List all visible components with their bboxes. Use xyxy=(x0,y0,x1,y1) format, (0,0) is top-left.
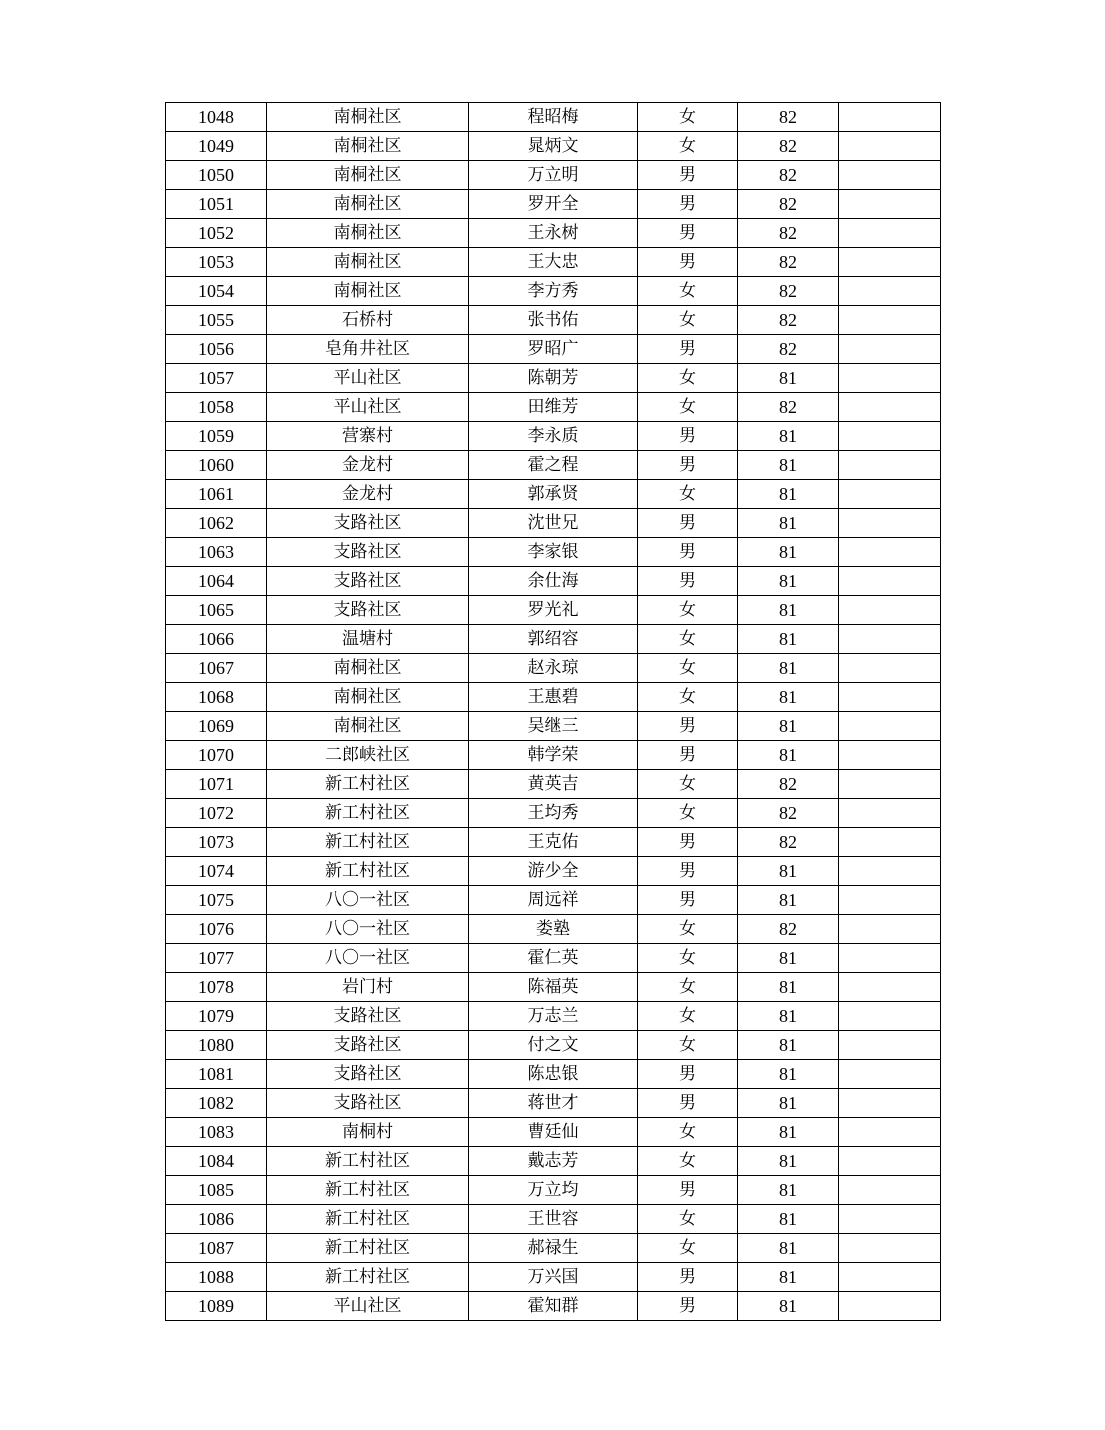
cell-community: 八〇一社区 xyxy=(267,915,469,944)
cell-note xyxy=(839,770,941,799)
cell-note xyxy=(839,886,941,915)
cell-gender: 女 xyxy=(638,277,738,306)
cell-note xyxy=(839,132,941,161)
cell-age: 81 xyxy=(738,1089,839,1118)
cell-age: 81 xyxy=(738,1234,839,1263)
cell-community: 八〇一社区 xyxy=(267,886,469,915)
table-row xyxy=(166,828,941,857)
cell-id: 1061 xyxy=(166,480,267,509)
cell-age: 82 xyxy=(738,335,839,364)
cell-name: 黄英吉 xyxy=(469,770,638,799)
cell-name: 罗昭广 xyxy=(469,335,638,364)
table-row xyxy=(166,393,941,422)
cell-id: 1053 xyxy=(166,248,267,277)
cell-id: 1085 xyxy=(166,1176,267,1205)
cell-id: 1052 xyxy=(166,219,267,248)
cell-id: 1060 xyxy=(166,451,267,480)
cell-age: 81 xyxy=(738,422,839,451)
cell-id: 1072 xyxy=(166,799,267,828)
cell-note xyxy=(839,335,941,364)
cell-community: 南桐社区 xyxy=(267,219,469,248)
cell-name: 王惠碧 xyxy=(469,683,638,712)
cell-note xyxy=(839,654,941,683)
cell-id: 1071 xyxy=(166,770,267,799)
cell-name: 王大忠 xyxy=(469,248,638,277)
cell-id: 1063 xyxy=(166,538,267,567)
cell-age: 81 xyxy=(738,1176,839,1205)
cell-gender: 男 xyxy=(638,886,738,915)
cell-id: 1062 xyxy=(166,509,267,538)
cell-gender: 男 xyxy=(638,1089,738,1118)
cell-note xyxy=(839,857,941,886)
cell-gender: 男 xyxy=(638,161,738,190)
cell-age: 81 xyxy=(738,1147,839,1176)
cell-age: 81 xyxy=(738,509,839,538)
table-row xyxy=(166,335,941,364)
cell-age: 81 xyxy=(738,596,839,625)
cell-community: 新工村社区 xyxy=(267,857,469,886)
cell-community: 新工村社区 xyxy=(267,770,469,799)
cell-note xyxy=(839,248,941,277)
cell-age: 82 xyxy=(738,915,839,944)
cell-gender: 男 xyxy=(638,219,738,248)
roster-table xyxy=(165,102,941,1321)
cell-age: 82 xyxy=(738,161,839,190)
cell-gender: 女 xyxy=(638,1147,738,1176)
cell-id: 1086 xyxy=(166,1205,267,1234)
cell-note xyxy=(839,1234,941,1263)
table-row xyxy=(166,857,941,886)
cell-note xyxy=(839,306,941,335)
cell-note xyxy=(839,1031,941,1060)
cell-name: 霍之程 xyxy=(469,451,638,480)
cell-gender: 女 xyxy=(638,944,738,973)
table-row xyxy=(166,1263,941,1292)
cell-gender: 女 xyxy=(638,654,738,683)
cell-note xyxy=(839,1205,941,1234)
cell-note xyxy=(839,1089,941,1118)
cell-gender: 女 xyxy=(638,103,738,132)
table-row xyxy=(166,364,941,393)
cell-age: 81 xyxy=(738,886,839,915)
cell-community: 皂角井社区 xyxy=(267,335,469,364)
cell-id: 1079 xyxy=(166,1002,267,1031)
cell-note xyxy=(839,480,941,509)
cell-age: 82 xyxy=(738,770,839,799)
cell-gender: 女 xyxy=(638,973,738,1002)
cell-age: 81 xyxy=(738,364,839,393)
cell-gender: 女 xyxy=(638,1234,738,1263)
cell-note xyxy=(839,1292,941,1321)
cell-note xyxy=(839,1263,941,1292)
cell-gender: 男 xyxy=(638,538,738,567)
cell-age: 81 xyxy=(738,538,839,567)
cell-name: 张书佑 xyxy=(469,306,638,335)
cell-community: 南桐社区 xyxy=(267,190,469,219)
cell-name: 郭承贤 xyxy=(469,480,638,509)
cell-note xyxy=(839,625,941,654)
cell-age: 82 xyxy=(738,103,839,132)
cell-note xyxy=(839,915,941,944)
cell-gender: 男 xyxy=(638,190,738,219)
cell-gender: 男 xyxy=(638,248,738,277)
cell-gender: 男 xyxy=(638,509,738,538)
cell-name: 李方秀 xyxy=(469,277,638,306)
cell-gender: 女 xyxy=(638,364,738,393)
cell-community: 新工村社区 xyxy=(267,799,469,828)
cell-gender: 女 xyxy=(638,1031,738,1060)
table-row xyxy=(166,1176,941,1205)
cell-community: 新工村社区 xyxy=(267,1263,469,1292)
cell-age: 81 xyxy=(738,1002,839,1031)
cell-gender: 男 xyxy=(638,451,738,480)
cell-name: 吴继三 xyxy=(469,712,638,741)
cell-id: 1066 xyxy=(166,625,267,654)
cell-id: 1082 xyxy=(166,1089,267,1118)
cell-name: 晁炳文 xyxy=(469,132,638,161)
cell-age: 82 xyxy=(738,393,839,422)
cell-community: 新工村社区 xyxy=(267,1147,469,1176)
cell-id: 1056 xyxy=(166,335,267,364)
cell-note xyxy=(839,393,941,422)
cell-gender: 女 xyxy=(638,306,738,335)
table-row xyxy=(166,596,941,625)
cell-age: 81 xyxy=(738,973,839,1002)
cell-name: 余仕海 xyxy=(469,567,638,596)
cell-name: 万立明 xyxy=(469,161,638,190)
cell-id: 1067 xyxy=(166,654,267,683)
table-row xyxy=(166,886,941,915)
cell-community: 支路社区 xyxy=(267,1002,469,1031)
cell-gender: 男 xyxy=(638,1292,738,1321)
cell-id: 1073 xyxy=(166,828,267,857)
cell-community: 平山社区 xyxy=(267,393,469,422)
cell-age: 81 xyxy=(738,1060,839,1089)
cell-id: 1084 xyxy=(166,1147,267,1176)
cell-name: 王克佑 xyxy=(469,828,638,857)
cell-name: 李家银 xyxy=(469,538,638,567)
cell-age: 82 xyxy=(738,248,839,277)
table-row xyxy=(166,944,941,973)
cell-community: 平山社区 xyxy=(267,1292,469,1321)
cell-note xyxy=(839,712,941,741)
cell-gender: 男 xyxy=(638,828,738,857)
cell-note xyxy=(839,422,941,451)
cell-note xyxy=(839,567,941,596)
cell-gender: 女 xyxy=(638,915,738,944)
cell-note xyxy=(839,596,941,625)
cell-community: 南桐社区 xyxy=(267,103,469,132)
cell-community: 支路社区 xyxy=(267,1031,469,1060)
cell-gender: 女 xyxy=(638,770,738,799)
cell-gender: 女 xyxy=(638,480,738,509)
cell-gender: 女 xyxy=(638,625,738,654)
cell-note xyxy=(839,103,941,132)
table-row xyxy=(166,654,941,683)
cell-community: 金龙村 xyxy=(267,480,469,509)
cell-age: 81 xyxy=(738,1205,839,1234)
table-row xyxy=(166,219,941,248)
table-row xyxy=(166,683,941,712)
table-row xyxy=(166,1060,941,1089)
cell-name: 戴志芳 xyxy=(469,1147,638,1176)
cell-id: 1081 xyxy=(166,1060,267,1089)
cell-community: 南桐社区 xyxy=(267,683,469,712)
cell-name: 霍知群 xyxy=(469,1292,638,1321)
cell-id: 1064 xyxy=(166,567,267,596)
cell-community: 支路社区 xyxy=(267,1089,469,1118)
cell-name: 周远祥 xyxy=(469,886,638,915)
cell-gender: 男 xyxy=(638,335,738,364)
cell-community: 温塘村 xyxy=(267,625,469,654)
cell-note xyxy=(839,1002,941,1031)
cell-note xyxy=(839,828,941,857)
cell-age: 81 xyxy=(738,741,839,770)
table-row xyxy=(166,509,941,538)
cell-name: 曹廷仙 xyxy=(469,1118,638,1147)
cell-age: 82 xyxy=(738,190,839,219)
table-row xyxy=(166,248,941,277)
cell-community: 南桐村 xyxy=(267,1118,469,1147)
cell-note xyxy=(839,277,941,306)
cell-age: 81 xyxy=(738,451,839,480)
cell-id: 1051 xyxy=(166,190,267,219)
table-row xyxy=(166,915,941,944)
cell-note xyxy=(839,219,941,248)
cell-name: 王世容 xyxy=(469,1205,638,1234)
cell-note xyxy=(839,799,941,828)
table-row xyxy=(166,103,941,132)
cell-gender: 女 xyxy=(638,683,738,712)
cell-note xyxy=(839,161,941,190)
cell-name: 赵永琼 xyxy=(469,654,638,683)
cell-gender: 女 xyxy=(638,393,738,422)
cell-note xyxy=(839,741,941,770)
cell-gender: 女 xyxy=(638,1118,738,1147)
cell-age: 81 xyxy=(738,480,839,509)
cell-id: 1078 xyxy=(166,973,267,1002)
cell-note xyxy=(839,1147,941,1176)
cell-id: 1087 xyxy=(166,1234,267,1263)
cell-name: 韩学荣 xyxy=(469,741,638,770)
cell-name: 沈世兄 xyxy=(469,509,638,538)
table-row xyxy=(166,973,941,1002)
cell-name: 陈福英 xyxy=(469,973,638,1002)
cell-community: 南桐社区 xyxy=(267,654,469,683)
cell-note xyxy=(839,683,941,712)
cell-name: 罗光礼 xyxy=(469,596,638,625)
cell-age: 82 xyxy=(738,799,839,828)
cell-community: 南桐社区 xyxy=(267,161,469,190)
cell-name: 王永树 xyxy=(469,219,638,248)
cell-age: 81 xyxy=(738,683,839,712)
cell-note xyxy=(839,538,941,567)
cell-community: 支路社区 xyxy=(267,1060,469,1089)
cell-id: 1076 xyxy=(166,915,267,944)
cell-id: 1048 xyxy=(166,103,267,132)
cell-age: 81 xyxy=(738,1118,839,1147)
cell-community: 支路社区 xyxy=(267,596,469,625)
table-row xyxy=(166,132,941,161)
cell-community: 南桐社区 xyxy=(267,712,469,741)
cell-note xyxy=(839,944,941,973)
cell-note xyxy=(839,973,941,1002)
cell-community: 支路社区 xyxy=(267,538,469,567)
table-row xyxy=(166,538,941,567)
cell-name: 李永质 xyxy=(469,422,638,451)
cell-id: 1074 xyxy=(166,857,267,886)
table-row xyxy=(166,770,941,799)
table-row xyxy=(166,741,941,770)
cell-note xyxy=(839,451,941,480)
cell-name: 郝禄生 xyxy=(469,1234,638,1263)
cell-id: 1068 xyxy=(166,683,267,712)
cell-age: 82 xyxy=(738,277,839,306)
cell-name: 郭绍容 xyxy=(469,625,638,654)
cell-community: 石桥村 xyxy=(267,306,469,335)
cell-gender: 女 xyxy=(638,1002,738,1031)
cell-community: 南桐社区 xyxy=(267,277,469,306)
cell-gender: 男 xyxy=(638,857,738,886)
cell-name: 万兴国 xyxy=(469,1263,638,1292)
table-row xyxy=(166,567,941,596)
cell-community: 南桐社区 xyxy=(267,132,469,161)
cell-id: 1055 xyxy=(166,306,267,335)
table-row xyxy=(166,1031,941,1060)
cell-id: 1077 xyxy=(166,944,267,973)
table-row xyxy=(166,451,941,480)
cell-community: 八〇一社区 xyxy=(267,944,469,973)
cell-age: 81 xyxy=(738,712,839,741)
cell-name: 程昭梅 xyxy=(469,103,638,132)
cell-community: 平山社区 xyxy=(267,364,469,393)
cell-community: 金龙村 xyxy=(267,451,469,480)
cell-community: 二郎峡社区 xyxy=(267,741,469,770)
table-row xyxy=(166,1089,941,1118)
table-row xyxy=(166,1234,941,1263)
cell-gender: 男 xyxy=(638,1263,738,1292)
cell-id: 1049 xyxy=(166,132,267,161)
cell-name: 付之文 xyxy=(469,1031,638,1060)
cell-id: 1069 xyxy=(166,712,267,741)
cell-community: 新工村社区 xyxy=(267,828,469,857)
cell-age: 82 xyxy=(738,132,839,161)
cell-age: 81 xyxy=(738,1031,839,1060)
cell-age: 82 xyxy=(738,306,839,335)
cell-id: 1057 xyxy=(166,364,267,393)
table-row xyxy=(166,277,941,306)
cell-name: 霍仁英 xyxy=(469,944,638,973)
cell-name: 娄塾 xyxy=(469,915,638,944)
cell-id: 1065 xyxy=(166,596,267,625)
table-row xyxy=(166,1118,941,1147)
cell-id: 1070 xyxy=(166,741,267,770)
cell-id: 1059 xyxy=(166,422,267,451)
cell-id: 1075 xyxy=(166,886,267,915)
cell-gender: 男 xyxy=(638,422,738,451)
cell-note xyxy=(839,364,941,393)
cell-name: 蒋世才 xyxy=(469,1089,638,1118)
cell-id: 1089 xyxy=(166,1292,267,1321)
cell-id: 1088 xyxy=(166,1263,267,1292)
table-row xyxy=(166,712,941,741)
cell-name: 陈忠银 xyxy=(469,1060,638,1089)
table-row xyxy=(166,190,941,219)
cell-age: 82 xyxy=(738,219,839,248)
cell-gender: 男 xyxy=(638,712,738,741)
cell-gender: 女 xyxy=(638,596,738,625)
cell-age: 81 xyxy=(738,567,839,596)
cell-gender: 男 xyxy=(638,1176,738,1205)
table-row xyxy=(166,799,941,828)
cell-id: 1054 xyxy=(166,277,267,306)
roster-body xyxy=(166,103,941,1321)
cell-name: 万志兰 xyxy=(469,1002,638,1031)
cell-note xyxy=(839,1176,941,1205)
cell-gender: 女 xyxy=(638,132,738,161)
cell-name: 万立均 xyxy=(469,1176,638,1205)
cell-community: 营寨村 xyxy=(267,422,469,451)
cell-age: 81 xyxy=(738,1292,839,1321)
cell-id: 1050 xyxy=(166,161,267,190)
table-row xyxy=(166,1292,941,1321)
cell-community: 新工村社区 xyxy=(267,1234,469,1263)
table-row xyxy=(166,1205,941,1234)
cell-community: 新工村社区 xyxy=(267,1205,469,1234)
cell-name: 王均秀 xyxy=(469,799,638,828)
cell-community: 支路社区 xyxy=(267,509,469,538)
cell-id: 1083 xyxy=(166,1118,267,1147)
cell-gender: 男 xyxy=(638,567,738,596)
cell-gender: 男 xyxy=(638,1060,738,1089)
cell-community: 支路社区 xyxy=(267,567,469,596)
cell-age: 81 xyxy=(738,654,839,683)
table-row xyxy=(166,161,941,190)
cell-age: 81 xyxy=(738,1263,839,1292)
cell-note xyxy=(839,190,941,219)
table-row xyxy=(166,625,941,654)
cell-name: 田维芳 xyxy=(469,393,638,422)
cell-community: 岩门村 xyxy=(267,973,469,1002)
cell-gender: 男 xyxy=(638,741,738,770)
cell-age: 81 xyxy=(738,625,839,654)
cell-note xyxy=(839,509,941,538)
cell-gender: 女 xyxy=(638,1205,738,1234)
cell-id: 1080 xyxy=(166,1031,267,1060)
table-row xyxy=(166,422,941,451)
cell-community: 新工村社区 xyxy=(267,1176,469,1205)
cell-age: 82 xyxy=(738,828,839,857)
table-row xyxy=(166,480,941,509)
cell-community: 南桐社区 xyxy=(267,248,469,277)
cell-name: 游少全 xyxy=(469,857,638,886)
cell-age: 81 xyxy=(738,857,839,886)
cell-note xyxy=(839,1118,941,1147)
cell-name: 罗开全 xyxy=(469,190,638,219)
cell-age: 81 xyxy=(738,944,839,973)
cell-name: 陈朝芳 xyxy=(469,364,638,393)
table-row xyxy=(166,1147,941,1176)
cell-note xyxy=(839,1060,941,1089)
cell-id: 1058 xyxy=(166,393,267,422)
cell-gender: 女 xyxy=(638,799,738,828)
table-row xyxy=(166,1002,941,1031)
table-row xyxy=(166,306,941,335)
